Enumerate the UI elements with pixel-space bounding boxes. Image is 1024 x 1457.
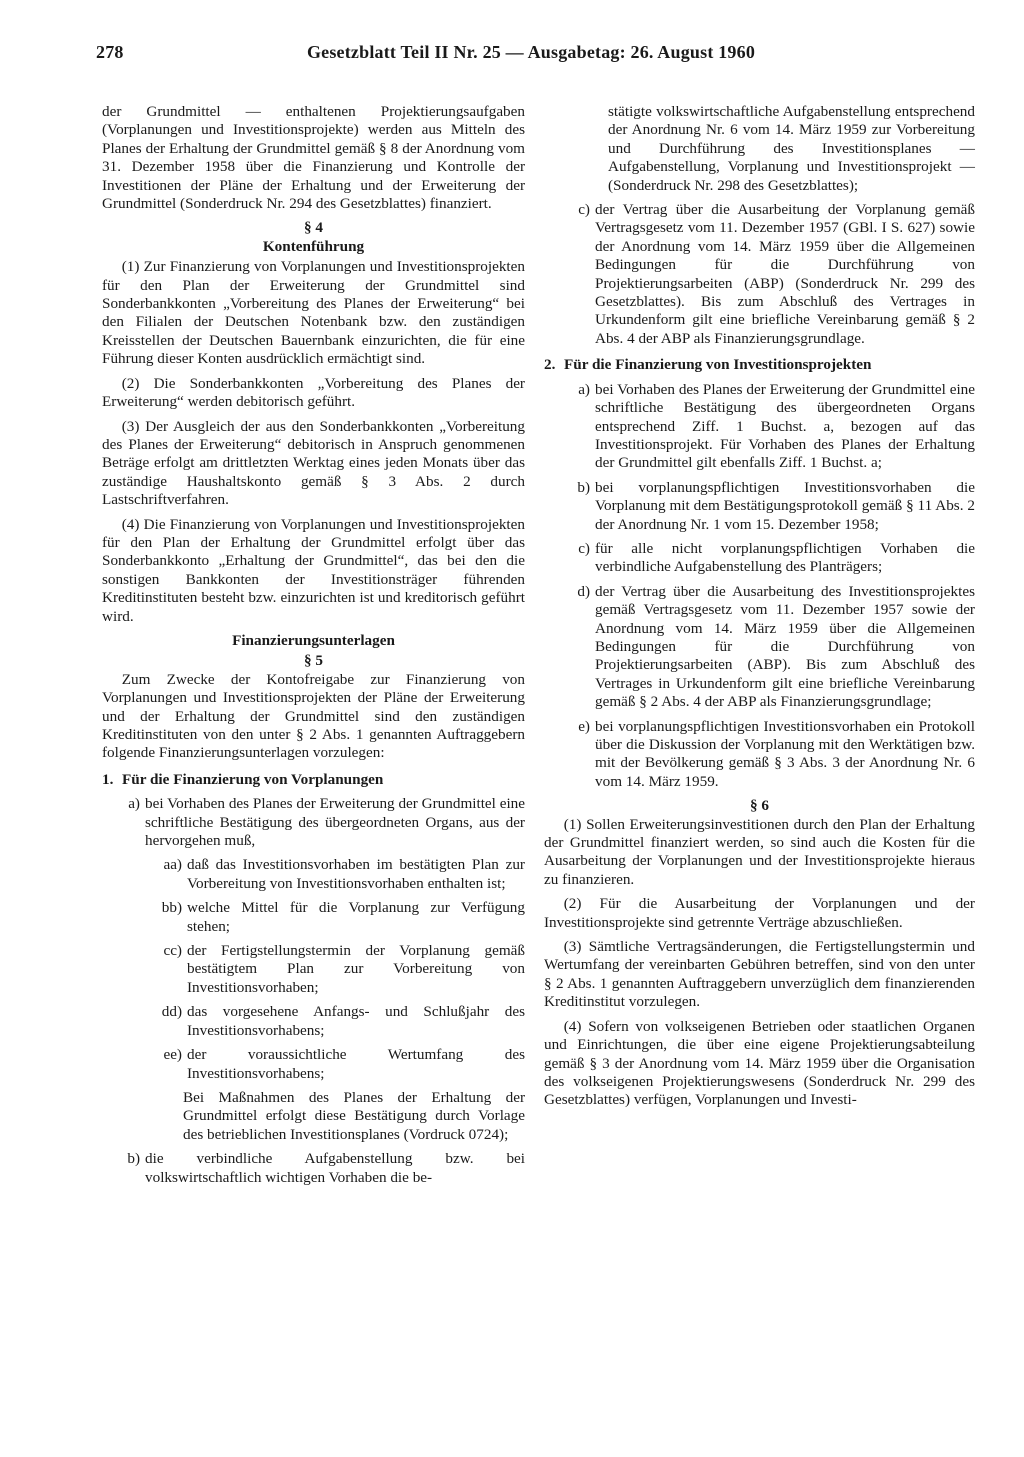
paragraph: Zum Zwecke der Kontofreigabe zur Finanzierung von Vorplanungen und Investitionsprojekten der Pläne der Erweiterung und der Erhaltung der Grundmittel sind den zuständigen Kreditinstituten von den unter § 2 Abs. 1 genannten Auftraggebern folgende Finanzierungsunterlagen vorzulegen:	[102, 670, 525, 762]
page-number: 278	[96, 42, 124, 62]
paragraph: Bei Maßnahmen des Planes der Erhaltung der Grundmittel erfolgt diese Bestätigung durch Vorlage des betrieblichen Investitionsplanes (Vordruck 0724);	[183, 1088, 525, 1143]
item-text: der Fertigstellungstermin der Vorplanung gemäß bestätigtem Plan zur Vorbereitung von Investitionsvorhaben;	[187, 942, 525, 996]
list-heading: Für die Finanzierung von Investitionsprojekten	[564, 356, 872, 374]
item-text: bei Vorhaben des Planes der Erweiterung der Grundmittel eine schriftliche Bestätigung des übergeordneten Organs, aus der hervorgehen muß,	[145, 795, 525, 850]
left-column	[102, 103, 525, 1193]
item-label: c)	[578, 539, 590, 557]
list-heading: Für die Finanzierung von Vorplanungen	[122, 770, 384, 788]
item-text: der Vertrag über die Ausarbeitung der Vorplanung gemäß Vertragsgesetz vom 11. Dezember 1957 (GBl. I S. 627) sowie der Anordnung vom 14. März 1959 über die Allgemeinen Bedingungen für die Durchführung von Projektierungsarbeiten (ABP) (Sonderdruck Nr. 299 des Gesetzblattes). Bis zum Abschluß des Vertrages in Urkundenform gilt eine briefliche Vereinbarung gemäß § 2 Abs. 4 der ABP als Finanzierungsgrundlage.	[595, 201, 975, 347]
item-text: die verbindliche Aufgabenstellung bzw. bei volkswirtschaftlich wichtigen Vorhaben die be-	[145, 1150, 525, 1186]
item-text: für alle nicht vorplanungspflichtigen Vorhaben die verbindliche Aufgabenstellung des Planträgers;	[595, 539, 975, 576]
item-text: der voraussichtliche Wertumfang des Investitionsvorhabens;	[187, 1046, 525, 1082]
list-item	[102, 1150, 525, 1187]
list-item	[544, 479, 975, 534]
item-label: ee)	[163, 1046, 182, 1064]
list-number: 2.	[544, 356, 556, 374]
item-text: das vorgesehene Anfangs- und Schlußjahr des Investitionsvorhabens;	[187, 1003, 525, 1039]
paragraph: (4) Die Finanzierung von Vorplanungen und Investitionsprojekten für den Plan der Erhaltung der Grundmittel erfolgt über das Sonderbankkonto „Erhaltung der Grundmittel“, das bei den die sonstigen Bankkonten der Investitionsträger führenden Kreditinstituten besteht bzw. einzurichten ist und kreditorisch geführt wird.	[102, 515, 525, 625]
item-text: bei vorplanungspflichtigen Investitionsvorhaben ein Protokoll über die Diskussion der Vorplanung mit den Werktätigen bzw. mit der Bevölkerung gemäß § 3 Abs. 3 der Anordnung Nr. 6 vom 14. März 1959.	[595, 717, 975, 790]
paragraph: (4) Sofern von volkseigenen Betrieben oder staatlichen Organen und Einrichtungen, die über eine eigene Projektierungsabteilung gemäß § 3 der Anordnung vom 14. März 1959 über die Organisation des volkseigenen Projektierungswesens (Sonderdruck Nr. 299 des Gesetzblattes) verfügen, Vorplanungen und Investi-	[544, 1017, 975, 1109]
item-text: bei vorplanungspflichtigen Investitionsvorhaben die Vorplanung mit dem Bestätigungsprotokoll gemäß § 11 Abs. 2 der Anordnung Nr. 1 vom 15. Dezember 1958;	[595, 478, 975, 533]
paragraph: (2) Für die Ausarbeitung der Vorplanungen und der Investitionsprojekte sind getrennte Verträge abzuschließen.	[544, 895, 975, 931]
item-text: daß das Investitionsvorhaben im bestätigten Plan zur Vorbereitung von Investitionsvorhaben enthalten ist;	[187, 856, 525, 892]
item-label: a)	[578, 380, 590, 398]
item-label: dd)	[161, 1003, 182, 1021]
item-label: b)	[577, 478, 590, 496]
section-title: Kontenführung	[262, 237, 365, 255]
section-number: § 5	[304, 652, 323, 670]
section-number: § 6	[750, 797, 769, 815]
item-label: d)	[577, 582, 590, 600]
paragraph: (2) Die Sonderbankkonten „Vorbereitung des Planes der Erweiterung“ werden debitorisch geführt.	[102, 374, 525, 411]
sub-list-item	[102, 899, 525, 936]
item-label: a)	[128, 795, 140, 813]
list-item	[544, 201, 975, 348]
numbered-heading	[544, 356, 975, 374]
list-number: 1.	[102, 770, 114, 788]
item-label: c)	[578, 201, 590, 219]
item-label: bb)	[161, 899, 182, 917]
sub-list-item	[102, 1003, 525, 1040]
item-text: der Vertrag über die Ausarbeitung des Investitionsprojektes gemäß Vertragsgesetz vom 11. Dezember 1957 sowie der Anordnung vom 14. März 1959 über die Allgemeinen Bedingungen für die Durchführung von Projektierungsarbeiten (ABP). Bis zum Abschluß des Vertrages in Urkundenform gilt eine briefliche Vereinbarung gemäß § 2 Abs. 4 der ABP als Finanzierungsgrundlage;	[595, 582, 975, 711]
paragraph: der Grundmittel — enthaltenen Projektierungsaufgaben (Vorplanungen und Investitionsprojekte) werden aus Mitteln des Planes der Erhaltung der Grundmittel gemäß § 8 der Anordnung vom 31. Dezember 1958 über die Finanzierung und Kontrolle der Investitionen der Pläne der Erhaltung und der Erweiterung der Grundmittel (Sonderdruck Nr. 294 des Gesetzblattes) finanziert.	[102, 103, 525, 213]
paragraph: (3) Sämtliche Vertragsänderungen, die Fertigstellungstermin und Wertumfang der vereinbarten Gebühren betreffen, sind von den unter § 2 Abs. 1 genannten Auftraggebern unverzüglich dem finanzierenden Kreditinstitut vorzulegen.	[544, 938, 975, 1011]
sub-list-item	[102, 856, 525, 893]
item-text: bei Vorhaben des Planes der Erweiterung der Grundmittel eine schriftliche Bestätigung des übergeordneten Organs entsprechend Ziff. 1 Buchst. a, bezogen auf das Investitionsprojekt. Für Vorhaben des Planes der Erhaltung der Grundmittel gilt ebenfalls Ziff. 1 Buchst. a;	[595, 380, 975, 472]
right-column	[544, 103, 975, 1116]
item-label: e)	[578, 717, 590, 735]
list-item	[544, 718, 975, 792]
item-label: b)	[127, 1150, 140, 1168]
page-header	[96, 42, 966, 63]
numbered-heading	[102, 771, 525, 789]
list-item	[544, 583, 975, 712]
item-label: cc)	[163, 942, 182, 960]
paragraph: (1) Zur Finanzierung von Vorplanungen und Investitionsprojekten für den Plan der Erweiterung der Grundmittel sind Sonderbankkonten „Vorbereitung des Planes der Erweiterung“ bei den Filialen der Deutschen Notenbank bzw. den zuständigen Kreisstellen der Deutschen Bauernbank einzurichten, die für eine Führung dieser Konten ausdrücklich ermächtigt sind.	[102, 258, 525, 368]
item-label: aa)	[163, 856, 182, 874]
sub-list-item	[102, 1046, 525, 1083]
list-item	[102, 795, 525, 850]
section-title: Finanzierungsunterlagen	[232, 631, 395, 649]
list-item	[544, 540, 975, 577]
list-item	[544, 381, 975, 473]
paragraph: (1) Sollen Erweiterungsinvestitionen durch den Plan der Erhaltung der Grundmittel finanziert werden, so sind auch die Kosten für die Ausarbeitung der Vorplanungen und der Investitionsprojekte hieraus zu finanzieren.	[544, 815, 975, 888]
paragraph: stätigte volkswirtschaftliche Aufgabenstellung entsprechend der Anordnung Nr. 6 vom 14. März 1959 zur Vorbereitung und Durchführung des Investitionsplanes — Aufgabenstellung, Vorplanung und Investitionsprojekt — (Sonderdruck Nr. 298 des Gesetzblattes);	[608, 103, 975, 194]
section-number: § 4	[304, 219, 323, 237]
header-title: Gesetzblatt Teil II Nr. 25 — Ausgabetag: 26. August 1960	[306, 42, 756, 62]
sub-list-item	[102, 942, 525, 997]
item-text: welche Mittel für die Vorplanung zur Verfügung stehen;	[187, 899, 525, 935]
paragraph: (3) Der Ausgleich der aus den Sonderbankkonten „Vorbereitung des Planes der Erweiterung“ debitorisch in Anspruch genommenen Beträge erfolgt am drittletzten Werktag eines jeden Monats über das zuständige Haushaltskonto gemäß § 3 Abs. 2 durch Lastschriftverfahren.	[102, 417, 525, 509]
